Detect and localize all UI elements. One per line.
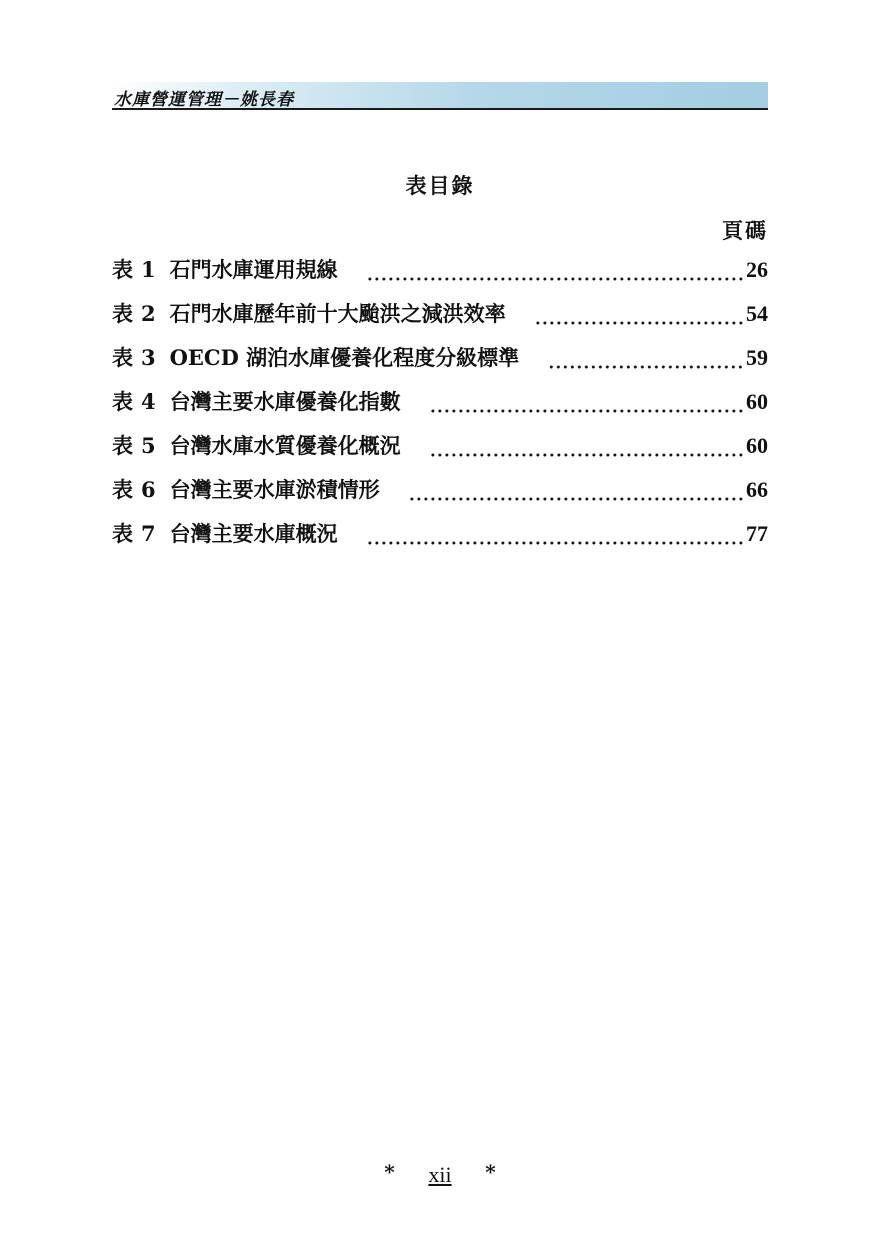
toc-entry-text: 台灣主要水庫優養化指數 <box>169 389 401 414</box>
dot-leader <box>366 541 744 545</box>
dot-leader <box>429 453 744 457</box>
footer-page-number: xii <box>428 1162 452 1187</box>
dot-leader <box>429 409 744 413</box>
running-header-title: 水庫營運管理－姚長春 <box>114 90 294 110</box>
page-footer <box>0 1162 880 1188</box>
dot-leader <box>366 277 744 281</box>
toc-entry-label: 表 3 <box>112 345 158 370</box>
running-header <box>112 82 768 110</box>
toc-entry-5[interactable] <box>112 430 768 474</box>
toc-entry-page: 60 <box>746 433 768 458</box>
toc-entry-3[interactable] <box>112 342 768 386</box>
toc-entry-text: 石門水庫運用規線 <box>169 257 338 282</box>
toc-entry-page: 60 <box>746 389 768 414</box>
dot-leader <box>547 365 744 369</box>
toc-entry-text: 台灣水庫水質優養化概況 <box>169 433 401 458</box>
toc-entry-label: 表 6 <box>112 477 158 502</box>
toc-entry-label: 表 4 <box>112 389 158 414</box>
toc-entry-1[interactable] <box>112 254 768 298</box>
footer-star-right: * <box>485 1160 496 1184</box>
toc-entry-page: 66 <box>746 477 768 502</box>
toc-entry-7[interactable] <box>112 518 768 562</box>
toc-entry-page: 59 <box>746 345 768 370</box>
toc-entry-text: 石門水庫歷年前十大颱洪之減洪效率 <box>169 301 506 326</box>
toc-entry-text: 台灣主要水庫概況 <box>169 521 338 546</box>
toc-entry-label: 表 7 <box>112 521 158 546</box>
page-column-label: 頁碼 <box>722 218 768 243</box>
toc-entry-label: 表 1 <box>112 257 158 282</box>
toc-entry-text: 台灣主要水庫淤積情形 <box>169 477 380 502</box>
toc-entry-text: OECD 湖泊水庫優養化程度分級標準 <box>169 345 520 370</box>
toc-entry-page: 77 <box>746 521 768 546</box>
toc-entry-page: 54 <box>746 301 768 326</box>
footer-star-left: * <box>384 1160 395 1184</box>
toc-entry-page: 26 <box>746 257 768 282</box>
toc-entry-6[interactable] <box>112 474 768 518</box>
toc-entry-2[interactable] <box>112 298 768 342</box>
toc-entry-4[interactable] <box>112 386 768 430</box>
toc-entry-label: 表 5 <box>112 433 158 458</box>
dot-leader <box>534 321 744 325</box>
toc-entry-label: 表 2 <box>112 301 158 326</box>
toc-list <box>112 254 768 562</box>
toc-title: 表目錄 <box>405 173 475 198</box>
dot-leader <box>408 497 744 501</box>
